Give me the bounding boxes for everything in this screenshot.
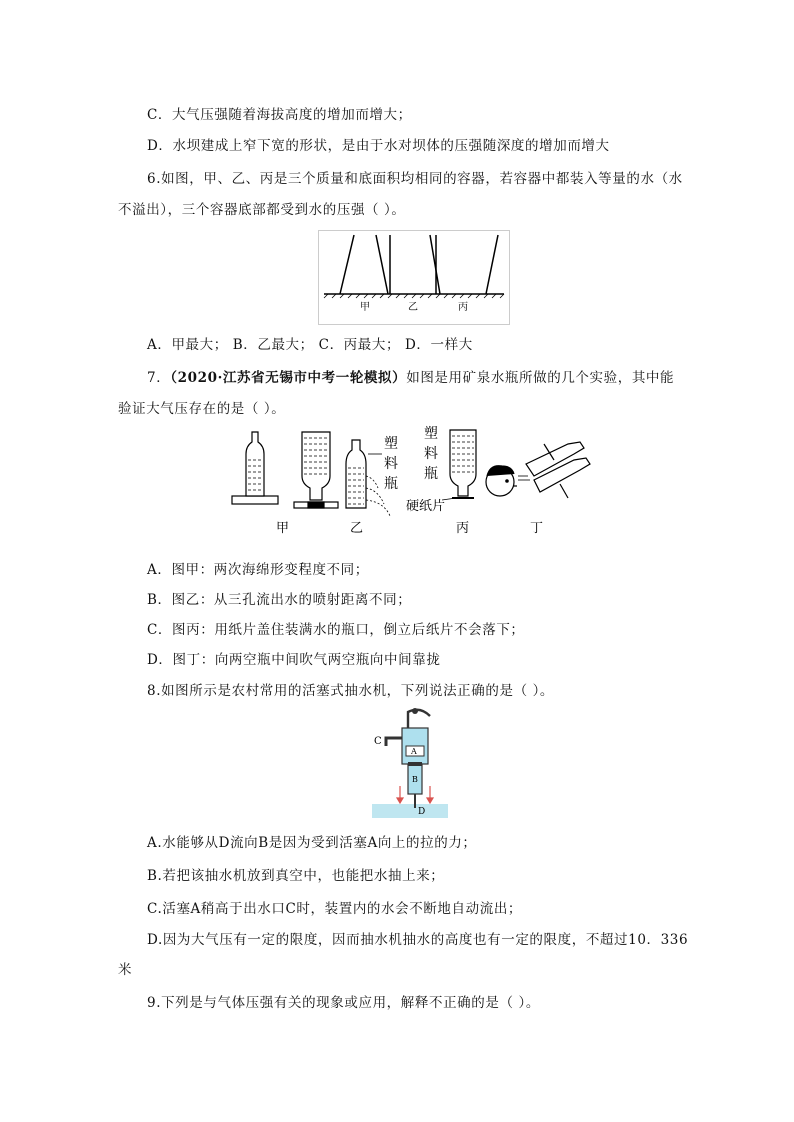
- bottle-b-label-1: 塑: [384, 436, 398, 452]
- q7-stem-line1: [147, 366, 674, 386]
- outlet-label: C: [374, 736, 382, 747]
- q7-option-b: B．图乙：从三孔流出水的喷射距离不同；: [147, 592, 412, 608]
- q9-stem: 9.下列是与气体压强有关的现象或应用，解释不正确的是（ ）。: [147, 995, 540, 1011]
- bottle-b-label-3: 瓶: [384, 476, 398, 492]
- two-hanging-bottles: [526, 442, 590, 498]
- label-ding: 丁: [530, 521, 544, 536]
- q7-option-d: D．图丁：向两空瓶中间吹气两空瓶向中间靠拢: [147, 652, 441, 668]
- q6-options: A．甲最大； B．乙最大； C．丙最大； D．一样大: [147, 337, 473, 353]
- bottle-c-label-1: 塑: [424, 426, 438, 442]
- q6-stem-line1: 6.如图，甲、乙、丙是三个质量和底面积均相同的容器，若容器中都装入等量的水（水: [147, 171, 683, 187]
- bottle-c-label-2: 料: [424, 446, 438, 462]
- q8-stem: 8.如图所示是农村常用的活塞式抽水机，下列说法正确的是（ ）。: [147, 683, 555, 699]
- water-surface: [372, 804, 448, 818]
- q7-source: （2020·江苏省无锡市中考一轮模拟）: [170, 370, 407, 386]
- card-label: 硬纸片: [406, 499, 446, 514]
- label-yi: 乙: [408, 302, 418, 313]
- q7-option-c: C．图丙：用纸片盖住装满水的瓶口，倒立后纸片不会落下；: [147, 622, 525, 638]
- bottle-c-label-3: 瓶: [424, 466, 438, 482]
- label-jia: 甲: [276, 521, 290, 536]
- q8-option-c: C.活塞A稍高于出水口C时，装置内的水会不断地自动流出；: [147, 901, 523, 917]
- bottle-bing-inverted: [450, 430, 476, 498]
- q7-stem-rest: 如图是用矿泉水瓶所做的几个实验，其中能: [406, 370, 675, 386]
- bottle-b-label-2: 料: [384, 456, 398, 472]
- bottle-jia-upright: [232, 432, 278, 504]
- q6-containers-figure: [318, 230, 510, 325]
- q7-number: 7．: [147, 370, 171, 386]
- q7-stem-line2: 验证大气压存在的是（ ）。: [118, 401, 286, 417]
- q8-option-a: A.水能够从D流向B是因为受到活塞A向上的拉的力；: [147, 835, 477, 851]
- q6-stem-line2: 不溢出），三个容器底部都受到水的压强（ ）。: [118, 202, 406, 218]
- valve-b: [408, 762, 422, 766]
- inlet-label: D: [418, 807, 426, 817]
- q7-bottles-figure: [228, 424, 593, 538]
- q8-option-b: B.若把该抽水机放到真空中，也能把水抽上来；: [147, 868, 445, 884]
- outlet-spout: [386, 738, 402, 746]
- q5-option-d: D．水坝建成上窄下宽的形状，是由于水对坝体的压强随深度的增加而增大: [147, 138, 610, 154]
- valve-label: B: [412, 775, 418, 784]
- pump-handle: [408, 710, 430, 728]
- q5-option-c: C．大气压强随着海拔高度的增加而增大；: [147, 107, 412, 123]
- q8-option-d-line2: 米: [118, 962, 133, 978]
- q8-option-d-line1: D.因为大气压有一定的限度，因而抽水机抽水的高度也有一定的限度，不超过10．336: [147, 932, 689, 948]
- q7-option-a: A．图甲：两次海绵形变程度不同；: [147, 562, 369, 578]
- label-yi: 乙: [350, 521, 364, 536]
- label-bing: 丙: [458, 302, 468, 313]
- q8-piston-pump-figure: [372, 704, 448, 818]
- label-bing: 丙: [456, 521, 470, 536]
- piston-label: A: [411, 747, 417, 756]
- blowing-person-head: [486, 466, 517, 496]
- label-jia: 甲: [360, 302, 370, 313]
- bottle-jia-inverted: [294, 432, 338, 508]
